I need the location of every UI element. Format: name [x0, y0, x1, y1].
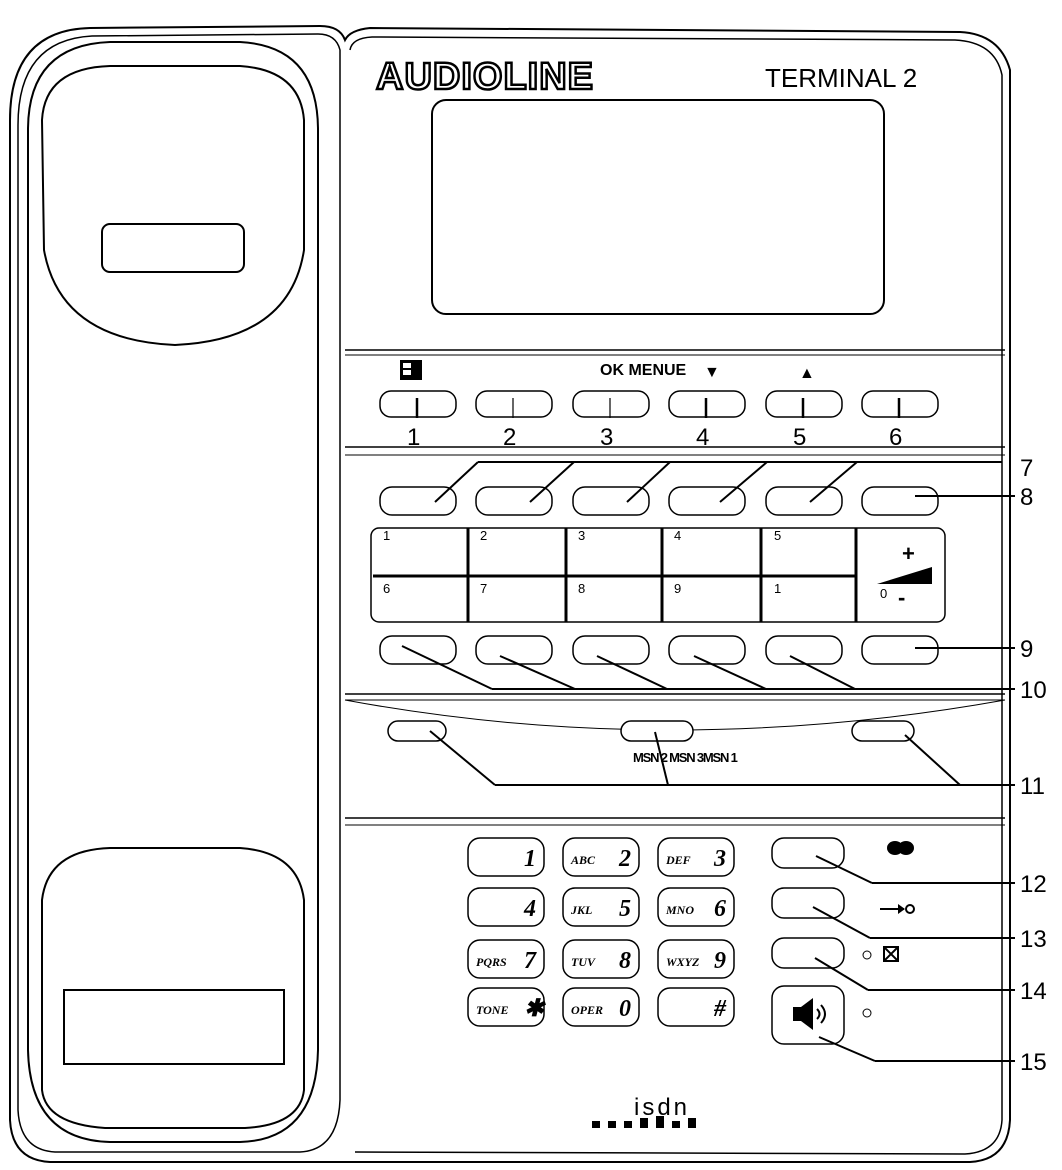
dest-key-bottom-3[interactable] — [573, 636, 649, 664]
keypad-digit: 6 — [714, 896, 726, 922]
shift-top-button[interactable] — [862, 487, 938, 515]
keypad-digit: 4 — [524, 896, 536, 922]
msn-label: MSN 2 MSN 3MSN 1 — [633, 750, 737, 765]
label-card-number: 5 — [774, 528, 782, 543]
lcd-display — [432, 100, 884, 314]
top-panel — [345, 56, 1005, 350]
dest-key-bottom-2[interactable] — [476, 636, 552, 664]
keypad-digit: 2 — [619, 846, 631, 872]
callout-13: 13 — [1020, 926, 1047, 953]
label-card-number: 9 — [674, 581, 682, 596]
isdn-text: isdn — [634, 1094, 691, 1121]
softkey-2[interactable] — [476, 391, 552, 417]
msn-panel — [345, 700, 1005, 818]
softkey-number: 2 — [503, 424, 517, 451]
conference-icon — [887, 841, 914, 855]
model-name: TERMINAL 2 — [765, 63, 918, 93]
mute-led — [863, 951, 871, 959]
volume-plus: + — [902, 541, 915, 566]
label-card-number: 1 — [774, 581, 782, 596]
brand-logo: AUDIOLINE — [376, 56, 594, 98]
volume-zero: 0 — [880, 586, 888, 601]
keypad-digit: # — [714, 996, 726, 1022]
ok-menu-label: OK MENUE — [600, 362, 687, 379]
keypad-digit: ✱ — [524, 996, 545, 1022]
down-arrow-icon: ▼ — [704, 364, 720, 381]
callout-12: 12 — [1020, 871, 1047, 898]
destination-panel — [345, 455, 1005, 694]
keypad-letters: OPER — [571, 1003, 604, 1017]
label-card-number: 4 — [674, 528, 682, 543]
callout-9: 9 — [1020, 636, 1034, 663]
volume-wedge-icon — [877, 567, 932, 584]
softkey-number: 3 — [600, 424, 614, 451]
isdn-logo — [592, 1094, 696, 1128]
keypad-letters: DEF — [666, 853, 691, 867]
softkey-number: 6 — [889, 424, 903, 451]
keypad-digit: 8 — [619, 948, 631, 974]
dest-key-bottom-5[interactable] — [766, 636, 842, 664]
label-card-number: 3 — [578, 528, 586, 543]
mute-button[interactable] — [772, 938, 844, 968]
softkey-strip — [345, 355, 1005, 451]
softkey-3[interactable] — [573, 391, 649, 417]
keypad-letters: TUV — [571, 955, 595, 969]
callout-7: 7 — [1020, 455, 1034, 482]
softkey-number: 5 — [793, 424, 807, 451]
keypad-digit: 7 — [524, 948, 536, 974]
softkey-number: 4 — [696, 424, 710, 451]
msn-1-button[interactable] — [852, 721, 914, 741]
callout-10: 10 — [1020, 677, 1047, 704]
keypad-digit: 0 — [619, 996, 631, 1022]
keypad-digit: 5 — [619, 896, 631, 922]
dest-key-top-1[interactable] — [380, 487, 456, 515]
keypad-letters: MNO — [666, 903, 695, 917]
phonebook-icon — [400, 360, 422, 380]
transfer-icon — [880, 904, 914, 914]
shift-bottom-button[interactable] — [862, 636, 938, 664]
keypad-digit: 9 — [714, 948, 726, 974]
callout-11: 11 — [1020, 773, 1045, 800]
handset — [28, 42, 318, 1142]
keypad-letters: TONE — [476, 1003, 509, 1017]
transfer-button[interactable] — [772, 888, 844, 918]
volume-minus: - — [898, 585, 906, 610]
mute-icon — [884, 947, 898, 961]
up-arrow-icon: ▲ — [799, 365, 815, 382]
callout-8: 8 — [1020, 484, 1034, 511]
label-card-number: 7 — [480, 581, 488, 596]
keypad-digit: 3 — [714, 846, 726, 872]
callout-15: 15 — [1020, 1049, 1047, 1076]
keypad-letters: WXYZ — [666, 955, 700, 969]
keypad-letters: ABC — [571, 853, 596, 867]
label-card-number: 1 — [383, 528, 391, 543]
callout-14: 14 — [1020, 978, 1047, 1005]
label-card-number: 2 — [480, 528, 488, 543]
dest-key-top-5[interactable] — [766, 487, 842, 515]
dest-key-bottom-1[interactable] — [380, 636, 456, 664]
dest-key-bottom-4[interactable] — [669, 636, 745, 664]
softkey-number: 1 — [407, 424, 421, 451]
label-card-number: 8 — [578, 581, 586, 596]
keypad-panel — [345, 825, 1005, 1128]
speaker-led — [863, 1009, 871, 1017]
keypad-letters: JKL — [571, 903, 593, 917]
keypad-letters: PQRS — [476, 955, 507, 969]
label-card-number: 6 — [383, 581, 391, 596]
keypad-digit: 1 — [524, 846, 536, 872]
